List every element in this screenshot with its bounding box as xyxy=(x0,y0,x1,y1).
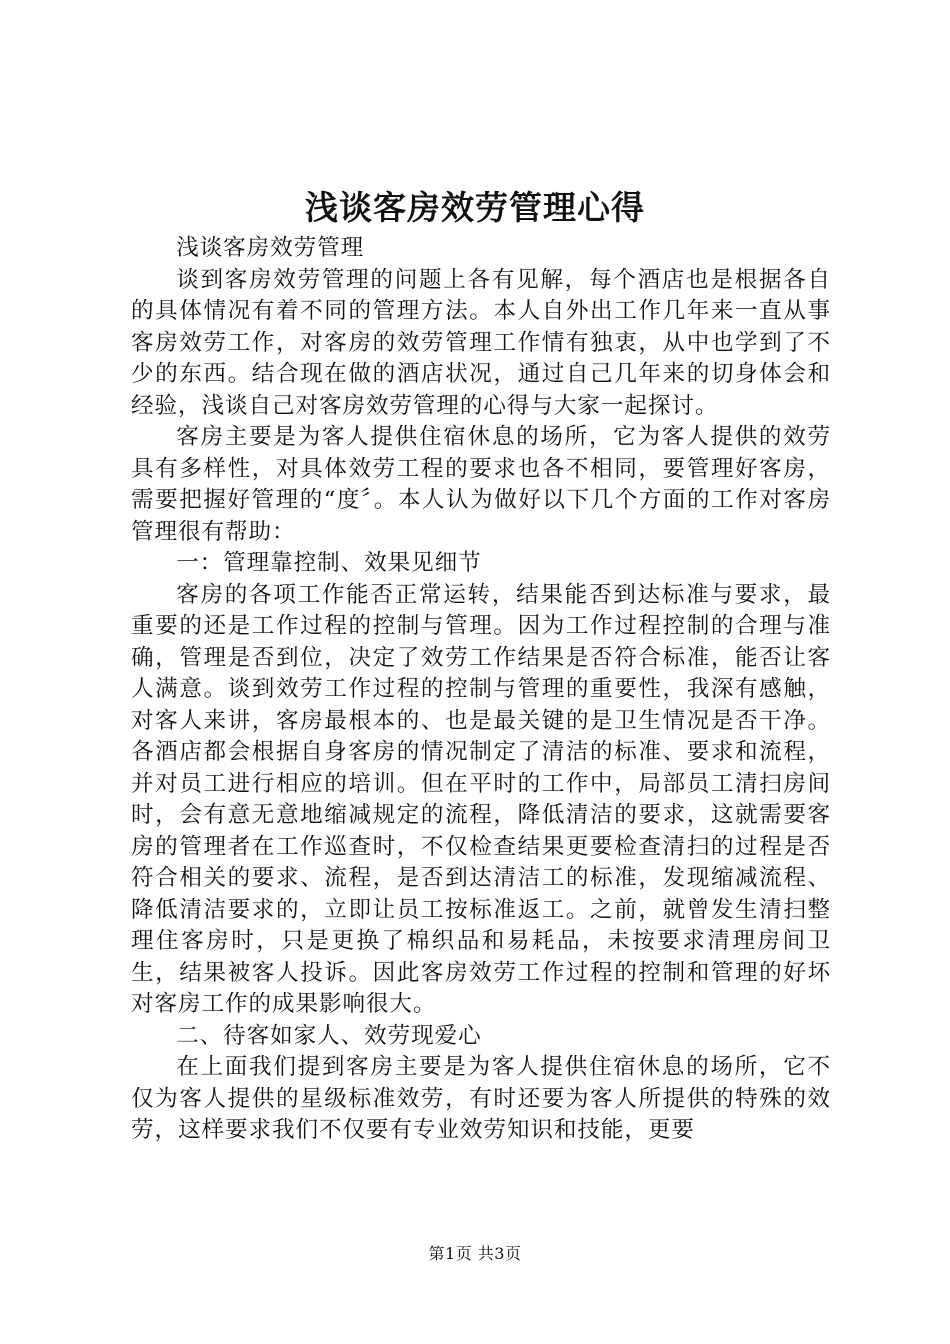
paragraph-section-2: 在上面我们提到客房主要是为客人提供住宿休息的场所，它不仅为客人提供的星级标准效劳，有时还要为客人所提供的特殊的效劳，这样要求我们不仅要有专业效劳知识和技能，更要 xyxy=(131,1054,831,1143)
paragraph-subtitle: 浅谈客房效劳管理 xyxy=(176,235,365,261)
page-footer: 第1页 共3页 xyxy=(428,1244,522,1263)
paragraph-section-1: 客房的各项工作能否正常运转，结果能否到达标准与要求，最重要的还是工作过程的控制与管理。因为工作过程控制的合理与准确，管理是否到位，决定了效劳工作结果是否符合标准，能否让客人满意。谈到效劳工作过程的控制与管理的重要性，我深有感触，对客人来讲，客房最根本的、也是最关键的是卫生情况是否干净。各酒店都会根据自身客房的情况制定了清洁的标准、要求和流程，并对员工进行相应的培训。但在平时的工作中，局部员工清扫房间时，会有意无意地缩减规定的流程，降低清洁的要求，这就需要客房的管理者在工作巡查时，不仅检查结果更要检查清扫的过程是否符合相关的要求、流程，是否到达清洁工的标准，发现缩减流程、降低清洁要求的，立即让员工按标准返工。之前，就曾发生清扫整理住客房时，只是更换了棉织品和易耗品，未按要求清理房间卫生，结果被客人投诉。因此客房效劳工作过程的控制和管理的好坏对客房工作的成果影响很大。 xyxy=(131,581,831,1017)
section-heading-1: 一：管理靠控制、效果见细节 xyxy=(176,550,482,576)
paragraph-overview: 客房主要是为客人提供住宿休息的场所，它为客人提供的效劳具有多样性，对具体效劳工程的要求也各不相同，要管理好客房，需要把握好管理的“度〞。本人认为做好以下几个方面的工作对客房管理很有帮助： xyxy=(131,424,831,545)
document-body xyxy=(131,233,831,1147)
document-title: 浅谈客房效劳管理心得 xyxy=(305,188,645,227)
paragraph-intro: 谈到客房效劳管理的问题上各有见解，每个酒店也是根据各自的具体情况有着不同的管理方法。本人自外出工作几年来一直从事客房效劳工作，对客房的效劳管理工作情有独衷，从中也学到了不少的东西。结合现在做的酒店状况，通过自己几年来的切身体会和经验，浅谈自己对客房效劳管理的心得与大家一起探讨。 xyxy=(131,266,831,419)
section-heading-2: 二、待客如家人、效劳现爱心 xyxy=(176,1022,482,1049)
